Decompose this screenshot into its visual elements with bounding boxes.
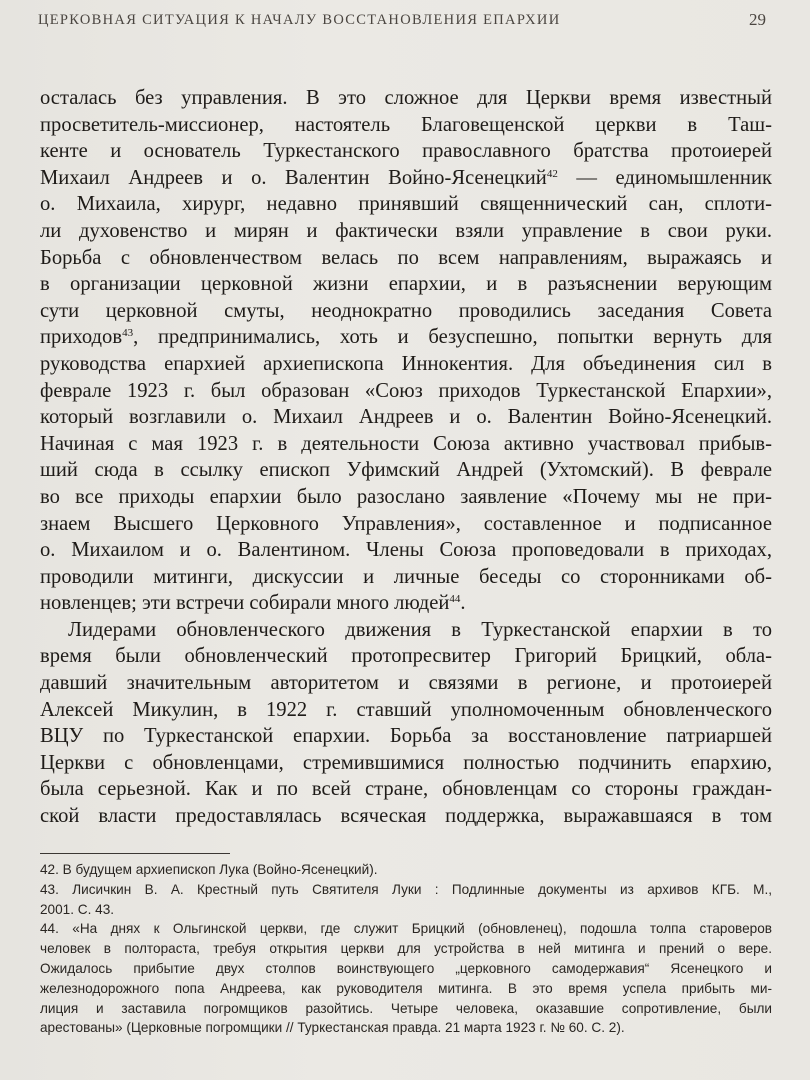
text-line: ской власти предоставлялась всяческая поддержка, выражавшаяся в том	[40, 805, 772, 828]
text-line	[40, 324, 772, 351]
text-line: знаем Высшего Церковного Управления», составленное и подписанное	[40, 512, 772, 535]
footnote-line: человек в полтораста, требуя открытия церкви для устройства в ней митинга и прений о вере.	[40, 941, 772, 957]
footnote-line: лиция и заставила погромщиков разойтись. Четыре человека, оказавшие сопротивление, были	[40, 1000, 772, 1016]
text-line: новленцев; эти встречи собирали много людей$^{44}$.	[40, 592, 466, 615]
page-number: 29	[749, 10, 766, 29]
text-line: руководства епархией архиепископа Иннокентия. Для объединения сил в	[40, 352, 772, 375]
footnote-ref-42[interactable]: 42	[546, 167, 558, 180]
footnote-line: 44. «На днях к Ольгинской церкви, где служит Брицкий (обновленец), подошла толпа староверов	[40, 921, 772, 937]
running-title: ЦЕРКОВНАЯ СИТУАЦИЯ К НАЧАЛУ ВОССТАНОВЛЕНИЯ ЕПАРХИИ	[38, 12, 561, 28]
text-fragment: Михаил Андреев и о. Валентин Войно-Ясенецкий	[40, 166, 547, 189]
footnotes	[40, 860, 772, 1038]
main-text	[40, 85, 772, 830]
text-line	[40, 165, 772, 192]
footnote-line: 43. Лисичкин В. А. Крестный путь Святителя Луки : Подлинные документы из архивов КГБ. М.,	[40, 881, 772, 897]
footnote-line: железнодорожного попа Андреева, как руководителя митинга. В это время успела прибыть ми-	[40, 980, 772, 996]
text-line: ли духовенство и мирян и фактически взяли управление в свои руки.	[40, 219, 772, 242]
text-line: просветитель-миссионер, настоятель Благовещенской церкви в Таш-	[40, 113, 772, 136]
text-line: о. Михаилом и о. Валентином. Члены Союза проповедовали в приходах,	[40, 539, 772, 562]
footnote-ref-43[interactable]: 43	[122, 327, 134, 340]
footnote-line: Ожидалось прибытие двух столпов воинствующего „церковного самодержавия“ Ясенецкого и	[40, 960, 772, 976]
text-line: о. Михаила, хирург, недавно принявший священнический сан, сплоти-	[40, 193, 772, 216]
text-line: Лидерами обновленческого движения в Туркестанской епархии в то	[68, 618, 772, 641]
text-fragment: , предпринимались, хоть и безуспешно, попытки вернуть для	[133, 326, 772, 349]
text-line: во все приходы епархии было разослано заявление «Почему мы не при-	[40, 485, 772, 508]
text-line: который возглавили о. Михаил Андреев и о. Валентин Войно-Ясенецкий.	[40, 406, 772, 429]
text-line: Алексей Микулин, в 1922 г. ставший уполномоченным обновленческого	[40, 698, 772, 721]
footnote-line: арестованы» (Церковные погромщики // Туркестанская правда. 21 марта 1923 г. № 60. С. 2).	[40, 1020, 625, 1036]
footnote-line: 2001. С. 43.	[40, 901, 115, 917]
text-line: Церкви с обновленцами, стремившимися полностью подчинить епархию,	[40, 751, 772, 774]
text-line: осталась без управления. В это сложное для Церкви время известный	[40, 87, 772, 109]
text-line: кенте и основатель Туркестанского православного братства протоиерей	[40, 140, 772, 163]
text-line: сути церковной смуты, неоднократно проводились заседания Совета	[40, 299, 772, 322]
text-line: феврале 1923 г. был образован «Союз приходов Туркестанской Епархии»,	[40, 379, 772, 402]
text-fragment: — единомышленник	[557, 166, 772, 189]
text-line: время были обновленческий протопресвитер Григорий Брицкий, обла-	[40, 645, 772, 668]
text-line: Борьба с обновленчеством велась по всем направлениям, выражаясь и	[40, 246, 772, 269]
footnote-divider	[40, 853, 230, 854]
text-line: ший сюда в ссылку епископ Уфимский Андрей (Ухтомский). В феврале	[40, 459, 772, 482]
text-line: была серьезной. Как и по всей стране, обновленцам со стороны граждан-	[40, 778, 772, 801]
text-line: ВЦУ по Туркестанской епархии. Борьба за восстановление патриаршей	[40, 725, 772, 748]
text-fragment: приходов	[40, 326, 123, 349]
text-line: Начиная с мая 1923 г. в деятельности Союза активно участвовал прибыв-	[40, 432, 772, 455]
footnote-line: 42. В будущем архиепископ Лука (Войно-Ясенецкий).	[40, 862, 378, 877]
text-fragment: новленцев; эти встречи собирали много людей	[40, 592, 450, 615]
footnote-ref-44[interactable]: 44	[449, 593, 461, 606]
text-line: в организации церковной жизни епархии, и в разъяснении верующим	[40, 273, 772, 296]
text-line: проводили митинги, дискуссии и личные беседы со сторонниками об-	[40, 565, 772, 588]
text-line: давший значительным авторитетом и связями в регионе, и протоиерей	[40, 672, 772, 695]
